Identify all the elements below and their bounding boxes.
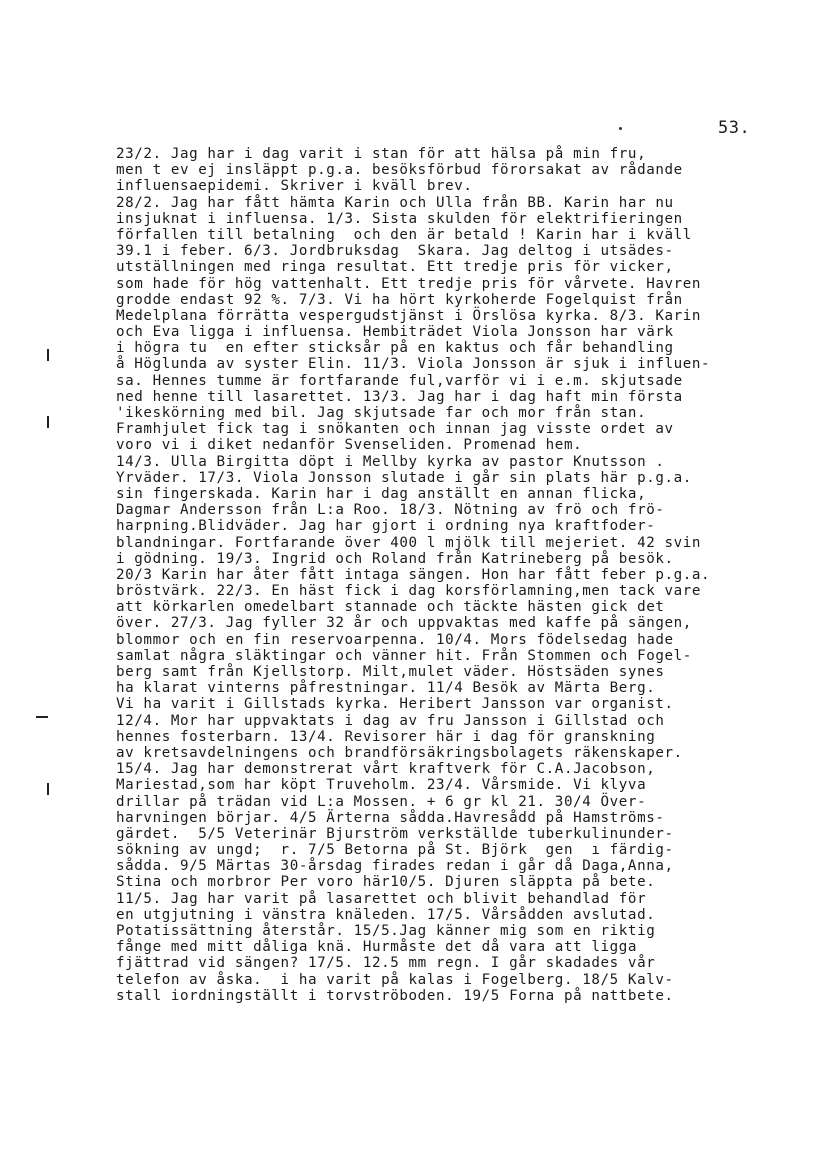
text-line: Mariestad,som har köpt Truveholm. 23/4. Vårsmide. Vi klyva: [116, 777, 647, 794]
text-line: i gödning. 19/3. Ingrid och Roland från Katrineberg på besök.: [116, 550, 674, 567]
text-line: att körkarlen omedelbart stannade och täckte hästen gick det: [116, 599, 665, 616]
diary-body-text: [116, 146, 771, 1004]
text-line: voro vi i diket nedanför Svenseliden. Promenad hem.: [116, 437, 583, 454]
text-line: stall iordningställt i torvströboden. 19/5 Forna på nattbete.: [116, 987, 674, 1004]
text-line: 39.1 i feber. 6/3. Jordbruksdag Skara. Jag deltog i utsädes-: [116, 243, 674, 260]
text-line: insjuknat i influensa. 1/3. Sista skulden för elektrifieringen: [116, 210, 683, 227]
text-line: ned henne till lasarettet. 13/3. Jag har i dag haft min första: [116, 388, 683, 405]
text-line: i högra tu en efter sticksår på en kaktus och får behandling: [116, 340, 674, 357]
text-line: förfallen till betalning och den är betald ! Karin har i kväll: [116, 226, 692, 243]
margin-dash: [36, 716, 48, 718]
text-line: Stina och morbror Per voro här10/5. Djuren släppta på bete.: [116, 874, 656, 891]
text-line: drillar på trädan vid L:a Mossen. + 6 gr kl 21. 30/4 Över-: [116, 793, 647, 810]
text-line: 12/4. Mor har uppvaktats i dag av fru Jansson i Gillstad och: [116, 712, 665, 729]
text-line: hennes fosterbarn. 13/4. Revisorer här i dag för granskning: [116, 728, 656, 745]
text-line: 14/3. Ulla Birgitta döpt i Mellby kyrka av pastor Knutsson .: [116, 453, 665, 470]
text-line: en utgjutning i vänstra knäleden. 17/5. Vårsådden avslutad.: [116, 906, 656, 923]
text-line: och Eva ligga i influensa. Hembiträdet Viola Jonsson har värk: [116, 324, 674, 341]
text-line: som hade för hög vattenhalt. Ett tredje pris för vårvete. Havren: [116, 275, 702, 292]
text-line: 23/2. Jag har i dag varit i stan för att hälsa på min fru,: [116, 146, 647, 162]
text-line: Framhjulet fick tag i snökanten och innan jag visste ordet av: [116, 421, 674, 438]
text-line: å Höglunda av syster Elin. 11/3. Viola Jonsson är sjuk i influen-: [116, 356, 711, 373]
text-line: Dagmar Andersson från L:a Roo. 18/3. Nötning av frö och frö-: [116, 502, 665, 519]
text-line: berg samt från Kjellstorp. Milt,mulet väder. Höstsäden synes: [116, 664, 665, 680]
text-line: harvningen börjar. 4/5 Ärterna sådda.Havresådd på Hamströms-: [116, 809, 665, 826]
tick-dot: [619, 127, 622, 130]
text-line: 'ikeskörning med bil. Jag skjutsade far och mor från stan.: [116, 405, 647, 421]
text-line: 11/5. Jag har varit på lasarettet och blivit behandlad för: [116, 890, 647, 907]
text-line: blommor och en fin reservoarpenna. 10/4. Mors födelsedag hade: [116, 631, 674, 648]
text-line: sådda. 9/5 Märtas 30-årsdag firades redan i går då Daga,Anna,: [116, 858, 674, 875]
text-line: bröstvärk. 22/3. En häst fick i dag korsförlamning,men tack vare: [116, 583, 702, 600]
text-line: blandningar. Fortfarande över 400 l mjölk till mejeriet. 42 svin: [116, 534, 702, 551]
text-line: av kretsavdelningens och brandförsäkringsbolagets räkenskaper.: [116, 744, 683, 761]
text-line: Potatissättning återstår. 15/5.Jag känner mig som en riktig: [116, 923, 656, 939]
text-line: fånge med mitt dåliga knä. Hurmåste det då vara att ligga: [116, 939, 638, 956]
text-line: gärdet. 5/5 Veterinär Bjurström verkställde tuberkulinunder-: [116, 825, 674, 842]
text-line: Medelplana förrätta vespergudstjänst i Örslösa kyrka. 8/3. Karin: [116, 307, 702, 324]
text-line: sin fingerskada. Karin har i dag anställt en annan flicka,: [116, 485, 647, 502]
text-line: influensaepidemi. Skriver i kväll brev.: [116, 178, 473, 195]
text-line: 15/4. Jag har demonstrerat vårt kraftverk för C.A.Jacobson,: [116, 761, 656, 778]
text-line: 20/3 Karin har åter fått intaga sängen. Hon har fått feber p.g.a.: [116, 566, 711, 583]
text-line: ha klarat vinterns påfrestningar. 11/4 Besök av Märta Berg.: [116, 680, 656, 697]
text-line: utställningen med ringa resultat. Ett tredje pris för vicker,: [116, 259, 674, 276]
text-line: grodde endast 92 %. 7/3. Vi ha hört kyrkoherde Fogelquist från: [116, 291, 683, 308]
text-line: 28/2. Jag har fått hämta Karin och Ulla från BB. Karin har nu: [116, 194, 674, 211]
text-line: men t ev ej insläppt p.g.a. besöksförbud förorsakat av rådande: [116, 162, 683, 179]
text-line: samlat några släktingar och vänner hit. Från Stommen och Fogel-: [116, 647, 692, 664]
margin-mark: [47, 349, 49, 361]
text-line: Yrväder. 17/3. Viola Jonsson slutade i går sin plats här p.g.a.: [116, 469, 692, 486]
margin-mark: [47, 416, 49, 428]
text-line: fjättrad vid sängen? 17/5. 12.5 mm regn. I går skadades vår: [116, 955, 656, 972]
text-line: Vi ha varit i Gillstads kyrka. Heribert Jansson var organist.: [116, 696, 674, 713]
page-number: 53.: [718, 118, 751, 138]
text-line: sa. Hennes tumme är fortfarande ful,varför vi i e.m. skjutsade: [116, 372, 683, 389]
text-line: harpning.Blidväder. Jag har gjort i ordning nya kraftfoder-: [116, 518, 656, 535]
text-line: sökning av ungd; r. 7/5 Betorna på St. Björk gen ı färdig-: [116, 842, 674, 859]
text-line: över. 27/3. Jag fyller 32 år och uppvaktas med kaffe på sängen,: [116, 615, 692, 632]
margin-mark: [47, 783, 49, 795]
text-line: telefon av åska. i ha varit på kalas i Fogelberg. 18/5 Kalv-: [116, 971, 674, 988]
